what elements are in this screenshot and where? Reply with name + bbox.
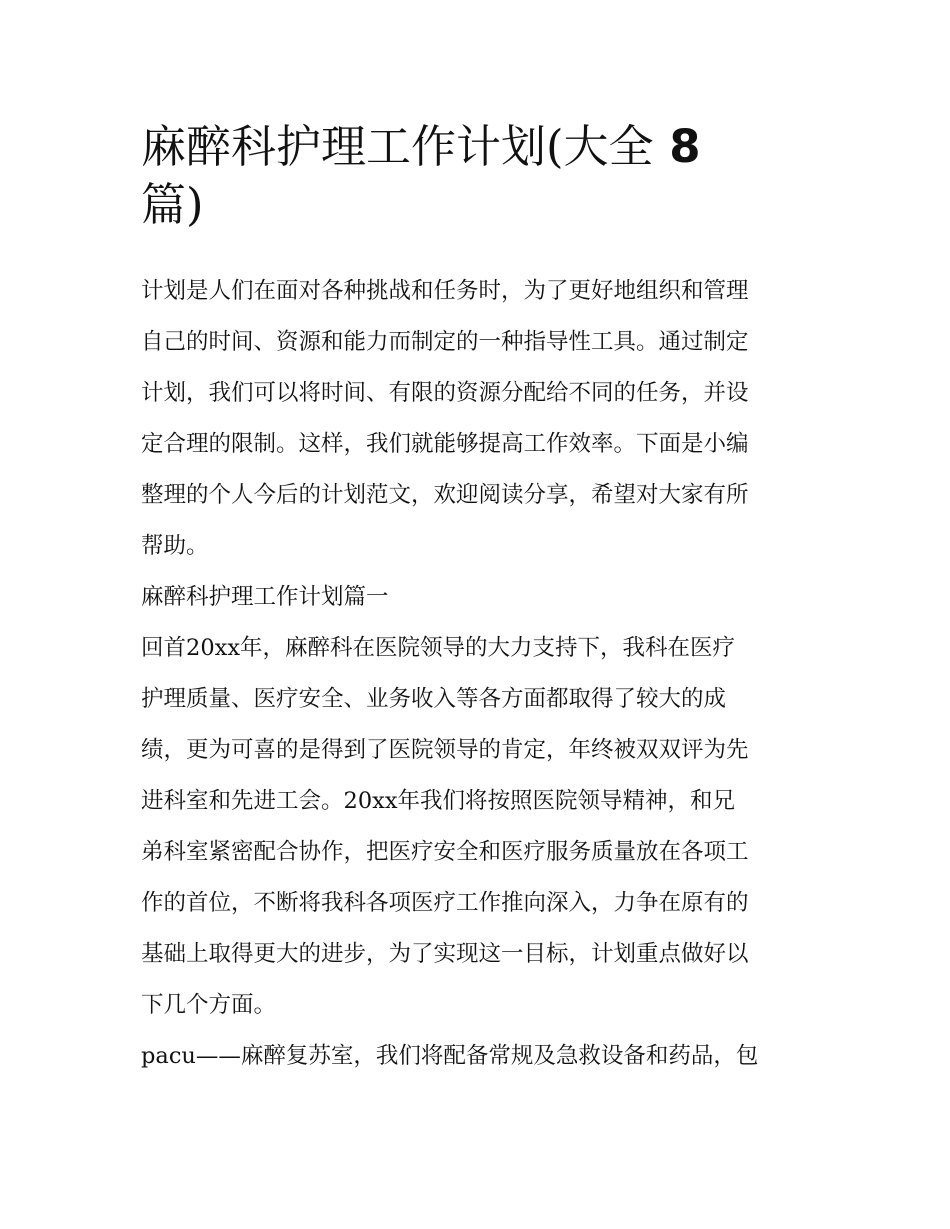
text-line: 定合理的限制。这样，我们就能够提高工作效率。下面是小编 — [141, 431, 749, 457]
paragraph-section-one — [141, 623, 813, 1031]
text-line: 整理的个人今后的计划范文，欢迎阅读分享，希望对大家有所 — [141, 482, 749, 508]
text-line: 自己的时间、资源和能力而制定的一种指导性工具。通过制定 — [141, 329, 749, 355]
title-text: 麻醉科护理工作计划(大全 — [141, 120, 654, 173]
text-line: 进科室和先进工会。20xx年我们将按照医院领导精神，和兄 — [141, 788, 736, 814]
document-title — [141, 118, 781, 234]
text-line: 护理质量、医疗安全、业务收入等各方面都取得了较大的成 — [141, 686, 727, 712]
paragraph-intro — [141, 266, 813, 572]
text-line: 麻醉科护理工作计划篇一 — [141, 584, 389, 610]
text-line: 回首20xx年，麻醉科在医院领导的大力支持下，我科在医疗 — [141, 635, 736, 661]
title-text-continued: 篇) — [141, 178, 204, 231]
text-line: 计划是人们在面对各种挑战和任务时，为了更好地组织和管理 — [141, 278, 749, 304]
text-line: 下几个方面。 — [141, 992, 277, 1018]
title-number: 8 — [669, 120, 701, 173]
section-heading — [141, 572, 813, 623]
text-line: 帮助。 — [141, 533, 209, 559]
text-line: 绩，更为可喜的是得到了医院领导的肯定，年终被双双评为先 — [141, 737, 749, 763]
text-line: 基础上取得更大的进步，为了实现这一目标，计划重点做好以 — [141, 941, 749, 967]
text-line: 作的首位，不断将我科各项医疗工作推向深入，力争在原有的 — [141, 890, 749, 916]
document-body — [141, 266, 813, 1082]
document-content — [141, 118, 813, 1082]
text-line: 计划，我们可以将时间、有限的资源分配给不同的任务，并设 — [141, 380, 749, 406]
paragraph-pacu — [141, 1031, 813, 1082]
text-line: 弟科室紧密配合协作，把医疗安全和医疗服务质量放在各项工 — [141, 839, 749, 865]
text-line: pacu——麻醉复苏室，我们将配备常规及急救设备和药品，包 — [141, 1043, 759, 1069]
